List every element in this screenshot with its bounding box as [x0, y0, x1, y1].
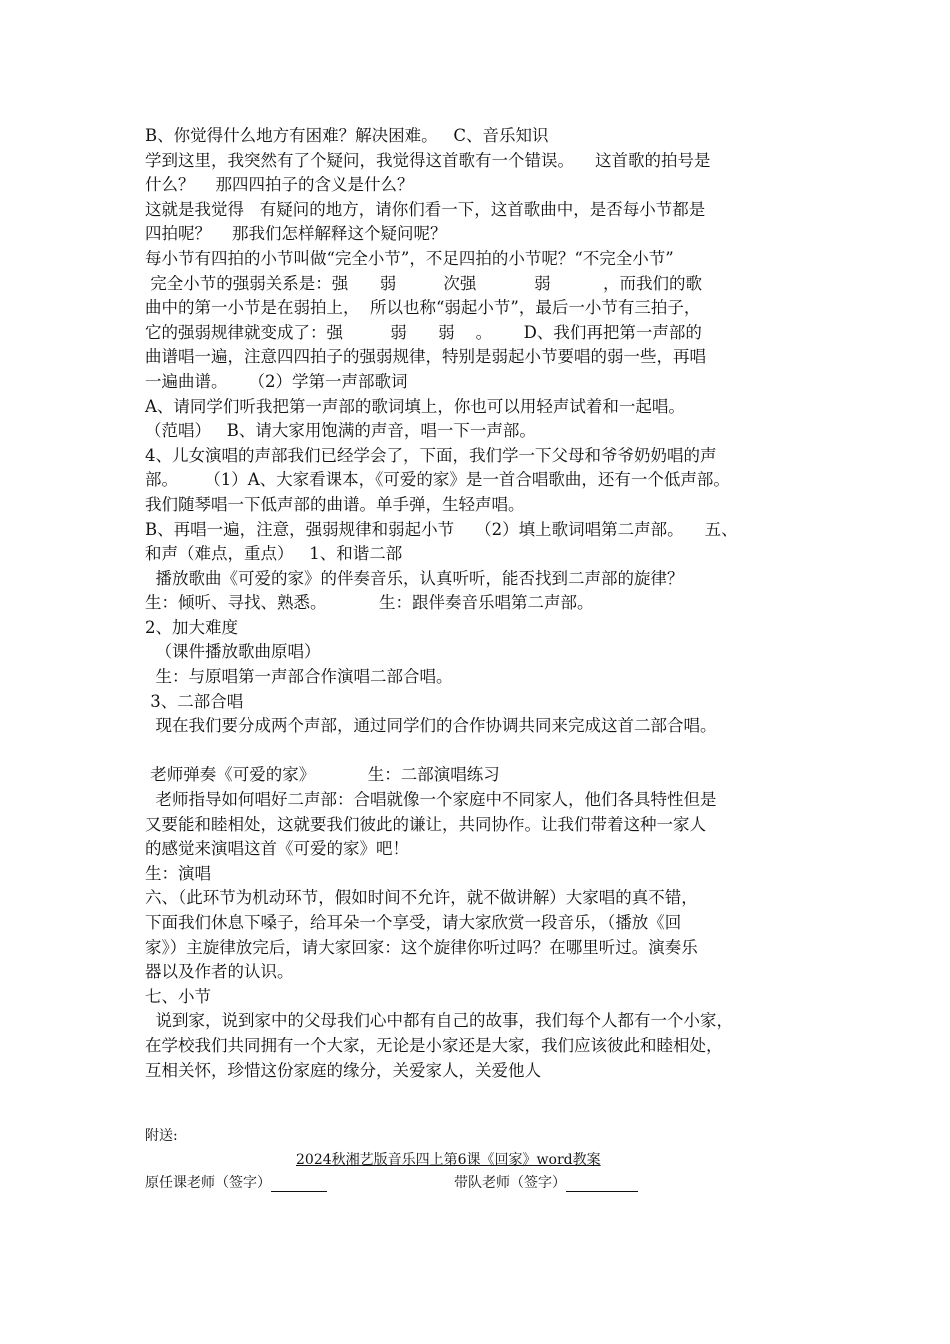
text-line: 现在我们要分成两个声部，通过同学们的合作协调共同来完成这首二部合唱。	[145, 716, 717, 736]
signature-blank	[271, 1177, 327, 1192]
text-line: 部。 （1）A、大家看课本，《可爱的家》是一首合唱歌曲，还有一个低声部。	[145, 470, 730, 490]
text-line: 这就是我觉得 有疑问的地方，请你们看一下，这首歌曲中，是否每小节都是	[145, 199, 706, 219]
text-line: 四拍呢？ 那我们怎样解释这个疑问呢？	[145, 224, 447, 244]
text-line: 我们随琴唱一下低声部的曲谱。单手弹，生轻声唱。	[145, 494, 525, 514]
text-line: B、再唱一遍，注意，强弱规律和弱起小节 （2）填上歌词唱第二声部。 五、	[145, 519, 738, 539]
attachment-label: 附送:	[145, 1128, 178, 1144]
original-teacher-label: 原任课老师（签字）	[145, 1175, 271, 1191]
text-line: 学到这里，我突然有了个疑问，我觉得这首歌有一个错误。 这首歌的拍号是	[145, 150, 711, 170]
text-line: （范唱） B、请大家用饱满的声音，唱一下一声部。	[145, 421, 536, 441]
text-line: 器以及作者的认识。	[145, 962, 294, 982]
text-line	[145, 739, 825, 764]
text-line: 老师弹奏《可爱的家》 生：二部演唱练习	[145, 765, 500, 785]
text-line: 生：与原唱第一声部合作演唱二部合唱。	[145, 667, 453, 687]
text-line: 曲中的第一小节是在弱拍上， 所以也称“弱起小节”，最后一小节有三拍子，	[145, 298, 701, 318]
original-teacher-signature	[145, 1172, 327, 1192]
text-line: 老师指导如何唱好二声部：合唱就像一个家庭中不同家人，他们各具特性但是	[145, 790, 717, 810]
text-line: 的感觉来演唱这首《可爱的家》吧！	[145, 839, 409, 859]
text-line: 曲谱唱一遍，注意四四拍子的强弱规律，特别是弱起小节要唱的弱一些，再唱	[145, 347, 706, 367]
text-line: 互相关怀，珍惜这份家庭的缘分，关爱家人，关爱他人	[145, 1060, 541, 1080]
text-line: 生：演唱	[145, 863, 211, 883]
text-line: 七、小节	[145, 986, 211, 1006]
text-line: 说到家，说到家中的父母我们心中都有自己的故事，我们每个人都有一个小家，	[145, 1011, 733, 1031]
text-line: 在学校我们共同拥有一个大家，无论是小家还是大家，我们应该彼此和睦相处，	[145, 1035, 723, 1055]
text-line: 生：倾听、寻找、熟悉。 生：跟伴奏音乐唱第二声部。	[145, 593, 594, 613]
text-line: 和声（难点，重点） 1、和谐二部	[145, 544, 403, 564]
text-line: 2、加大难度	[145, 617, 238, 637]
text-line: A、请同学们听我把第一声部的歌词填上，你也可以用轻声试着和一起唱。	[145, 396, 685, 416]
text-line: （课件播放歌曲原唱）	[145, 642, 321, 662]
attached-document-title[interactable]: 2024秋湘艺版音乐四上第6课《回家》word教案	[296, 1152, 601, 1168]
team-teacher-label: 带队老师（签字）	[454, 1175, 566, 1191]
text-line: 播放歌曲《可爱的家》的伴奏音乐，认真听听，能否找到二声部的旋律？	[145, 568, 684, 588]
text-line: 什么？ 那四四拍子的含义是什么？	[145, 175, 414, 195]
text-line: 又要能和睦相处，这就要我们彼此的谦让，共同协作。让我们带着这种一家人	[145, 814, 706, 834]
text-line: 完全小节的强弱关系是：强 弱 次强 弱 ，而我们的歌	[145, 273, 703, 293]
signature-blank	[566, 1177, 638, 1192]
text-line: 每小节有四拍的小节叫做“完全小节”，不足四拍的小节呢？“不完全小节”	[145, 248, 674, 268]
text-line: B、你觉得什么地方有困难？解决困难。 C、音乐知识	[145, 126, 549, 145]
text-line: 下面我们休息下嗓子，给耳朵一个享受，请大家欣赏一段音乐，（播放《回	[145, 913, 682, 932]
lesson-plan-body	[145, 124, 825, 1083]
text-line: 它的强弱规律就变成了：强 弱 弱 。 D、我们再把第一声部的	[145, 322, 702, 342]
text-line: 4、儿女演唱的声部我们已经学会了，下面，我们学一下父母和爷爷奶奶唱的声	[145, 445, 717, 465]
text-line: 3、二部合唱	[145, 691, 244, 711]
text-line: 一遍曲谱。 （2）学第一声部歌词	[145, 371, 408, 391]
text-line: 六、（此环节为机动环节，假如时间不允许，就不做讲解）大家唱的真不错，	[145, 888, 698, 908]
team-teacher-signature	[454, 1172, 638, 1192]
text-line: 家》）主旋律放完后，请大家回家：这个旋律你听过吗？在哪里听过。演奏乐	[145, 937, 698, 957]
